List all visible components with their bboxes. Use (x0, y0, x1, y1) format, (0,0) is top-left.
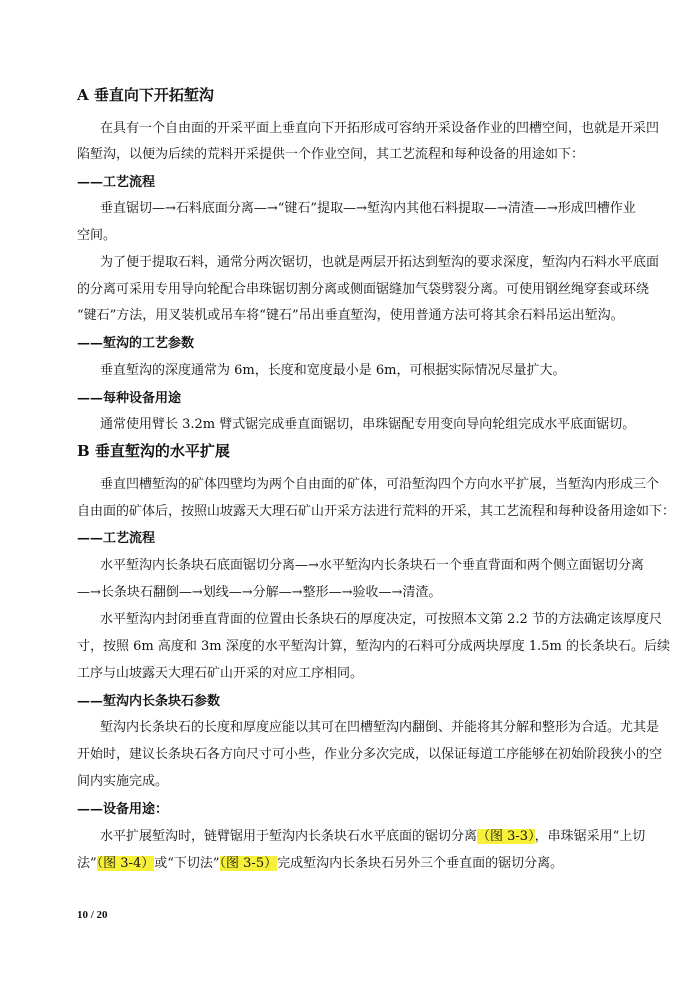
figure-ref-3-3: （图 3-3） (477, 829, 535, 844)
section-b-params-line: 间内实施完成。 (77, 774, 169, 789)
section-a-process-line: 空间。 (77, 228, 117, 243)
section-b-intro-line: 自由面的矿体后，按照山坡露天大理石矿山开采方法进行荒料的开采，其工艺流程和每种设备用途如下： (77, 504, 676, 519)
equip-line1-tail: ，串珠锯采用“上切 (534, 829, 646, 844)
section-b-thickness-line: 工序与山坡露天大理石矿山开采的对应工序相同。 (77, 666, 364, 681)
section-b-thickness-line: 水平堑沟内封闭垂直背面的位置由长条块石的厚度决定，可按照本文第 2.2 节的方法确定该厚度尺 (100, 612, 662, 627)
section-b-intro-line: 垂直凹槽堑沟的矿体四壁均为两个自由面的矿体，可沿堑沟四个方向水平扩展，当堑沟内形成三个 (100, 477, 660, 492)
equip-line2-tail: 完成堑沟内长条块石另外三个垂直面的锯切分离。 (277, 856, 564, 871)
section-a-params-line: 垂直堑沟的深度通常为 6m，长度和宽度最小是 6m，可根据实际情况尽量扩大。 (100, 363, 566, 378)
section-a-equip-heading: ——每种设备用途 (77, 391, 182, 406)
section-a-process-heading: ——工艺流程 (77, 175, 156, 190)
section-b-equip-heading: ——设备用途： (77, 802, 169, 817)
figure-ref-3-4: （图 3-4） (96, 856, 155, 871)
section-b-params-line: 开始时，建议长条块石各方向尺寸可小些，作业分多次完成，以保证每道工序能够在初始阶段狭小的空 (77, 747, 663, 762)
section-a-params-heading: ——堑沟的工艺参数 (77, 336, 195, 351)
section-a-process-line: 垂直锯切—→石料底面分离—→“键石”提取—→堑沟内其他石料提取—→清渣—→形成凹槽作业 (100, 201, 636, 216)
page-number: 10 / 20 (77, 909, 108, 921)
section-b-equip-line (100, 828, 645, 846)
section-a-cutting-line: 为了便于提取石料，通常分两次锯切，也就是两层开拓达到堑沟的要求深度，堑沟内石料水平底面 (100, 255, 660, 270)
section-a-cutting-line: 的分离可采用专用导向轮配合串珠锯切割分离或侧面锯缝加气袋劈裂分离。可使用钢丝绳穿套或环绕 (77, 282, 650, 297)
section-a-intro-line: 在具有一个自由面的开采平面上垂直向下开拓形成可容纳开采设备作业的凹槽空间，也就是开采凹 (100, 121, 660, 136)
section-a-cutting-line: “键石”方法，用叉装机或吊车将“键石”吊出垂直堑沟，使用普通方法可将其余石料吊运出堑沟。 (77, 308, 624, 323)
figure-ref-3-5: （图 3-5） (219, 856, 278, 871)
section-b-params-heading: ——堑沟内长条块石参数 (77, 694, 221, 709)
section-b-process-line: 水平堑沟内长条块石底面锯切分离—→水平堑沟内长条块石一个垂直背面和两个侧立面锯切分离 (100, 558, 644, 573)
section-b-params-line: 堑沟内长条块石的长度和厚度应能以其可在凹槽堑沟内翻倒、并能将其分解和整形为合适。尤其是 (100, 720, 660, 735)
section-a-heading: A 垂直向下开拓堑沟 (77, 86, 214, 104)
section-b-process-heading: ——工艺流程 (77, 531, 156, 546)
section-b-equip-line (77, 855, 563, 873)
section-a-equip-line: 通常使用臂长 3.2m 臂式锯完成垂直面锯切，串珠锯配专用变向导向轮组完成水平底面锯切。 (100, 417, 636, 432)
section-a-intro-line: 陷堑沟，以便为后续的荒料开采提供一个作业空间，其工艺流程和每种设备的用途如下： (77, 147, 585, 162)
equip-line2-head: 法” (77, 856, 97, 871)
equip-line2-mid: 或“下切法” (154, 856, 220, 871)
section-b-thickness-line: 寸，按照 6m 高度和 3m 深度的水平堑沟计算，堑沟内的石料可分成两块厚度 1.5m 的长条块石。后续 (77, 639, 670, 654)
section-b-heading: B 垂直堑沟的水平扩展 (77, 442, 230, 460)
section-b-process-line: —→长条块石翻倒—→划线—→分解—→整形—→验收—→清渣。 (77, 585, 442, 600)
equip-line1-text: 水平扩展堑沟时，链臂锯用于堑沟内长条块石水平底面的锯切分离 (100, 829, 478, 844)
